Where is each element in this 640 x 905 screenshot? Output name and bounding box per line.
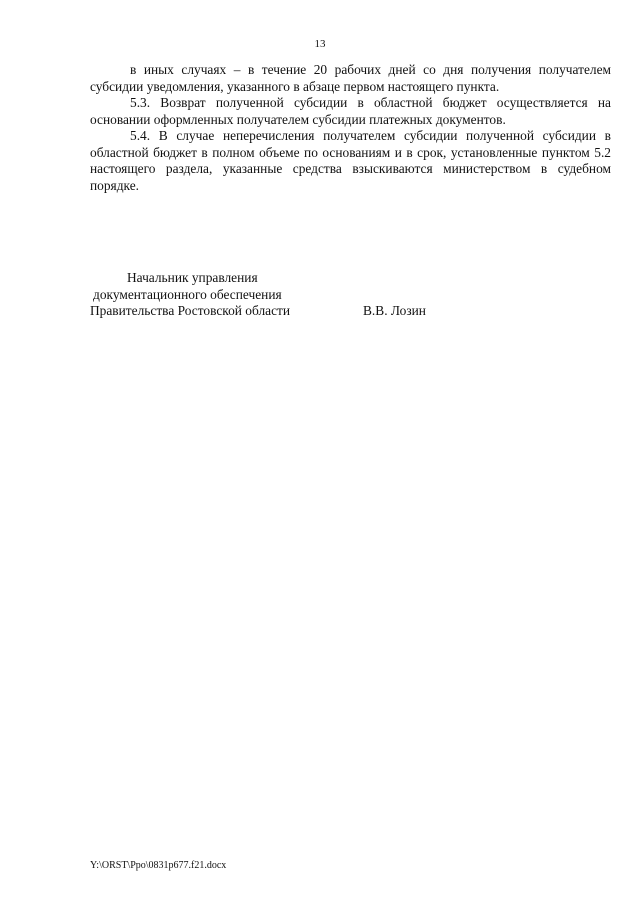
signature-title-line-1: Начальник управления — [127, 270, 258, 285]
paragraph-5-3: 5.3. Возврат полученной субсидии в областной бюджет осуществляется на основании оформленных получателем субсидии платежных документов. — [90, 95, 611, 127]
document-body — [90, 62, 611, 194]
signature-block — [90, 270, 611, 320]
page-number: 13 — [314, 38, 326, 50]
signatory-name: В.В. Лозин — [363, 303, 426, 318]
signature-title-line-3-row — [90, 303, 611, 320]
paragraph-5-4: 5.4. В случае неперечисления получателем субсидии полученной субсидии в областной бюджет в полном объеме по основаниям и в срок, установленные пунктом 5.2 настоящего раздела, указанные средства взыскиваются министерством в судебном порядке. — [90, 128, 611, 193]
signature-title-line-2: документационного обеспечения — [93, 286, 282, 302]
footer-file-path: Y:\ORST\Ppo\0831p677.f21.docx — [90, 860, 227, 871]
signature-title-line-3: Правительства Ростовской области — [90, 303, 291, 318]
paragraph-other-cases: в иных случаях – в течение 20 рабочих дней со дня получения получателем субсидии уведомления, указанного в абзаце первом настоящего пункта. — [90, 62, 611, 94]
